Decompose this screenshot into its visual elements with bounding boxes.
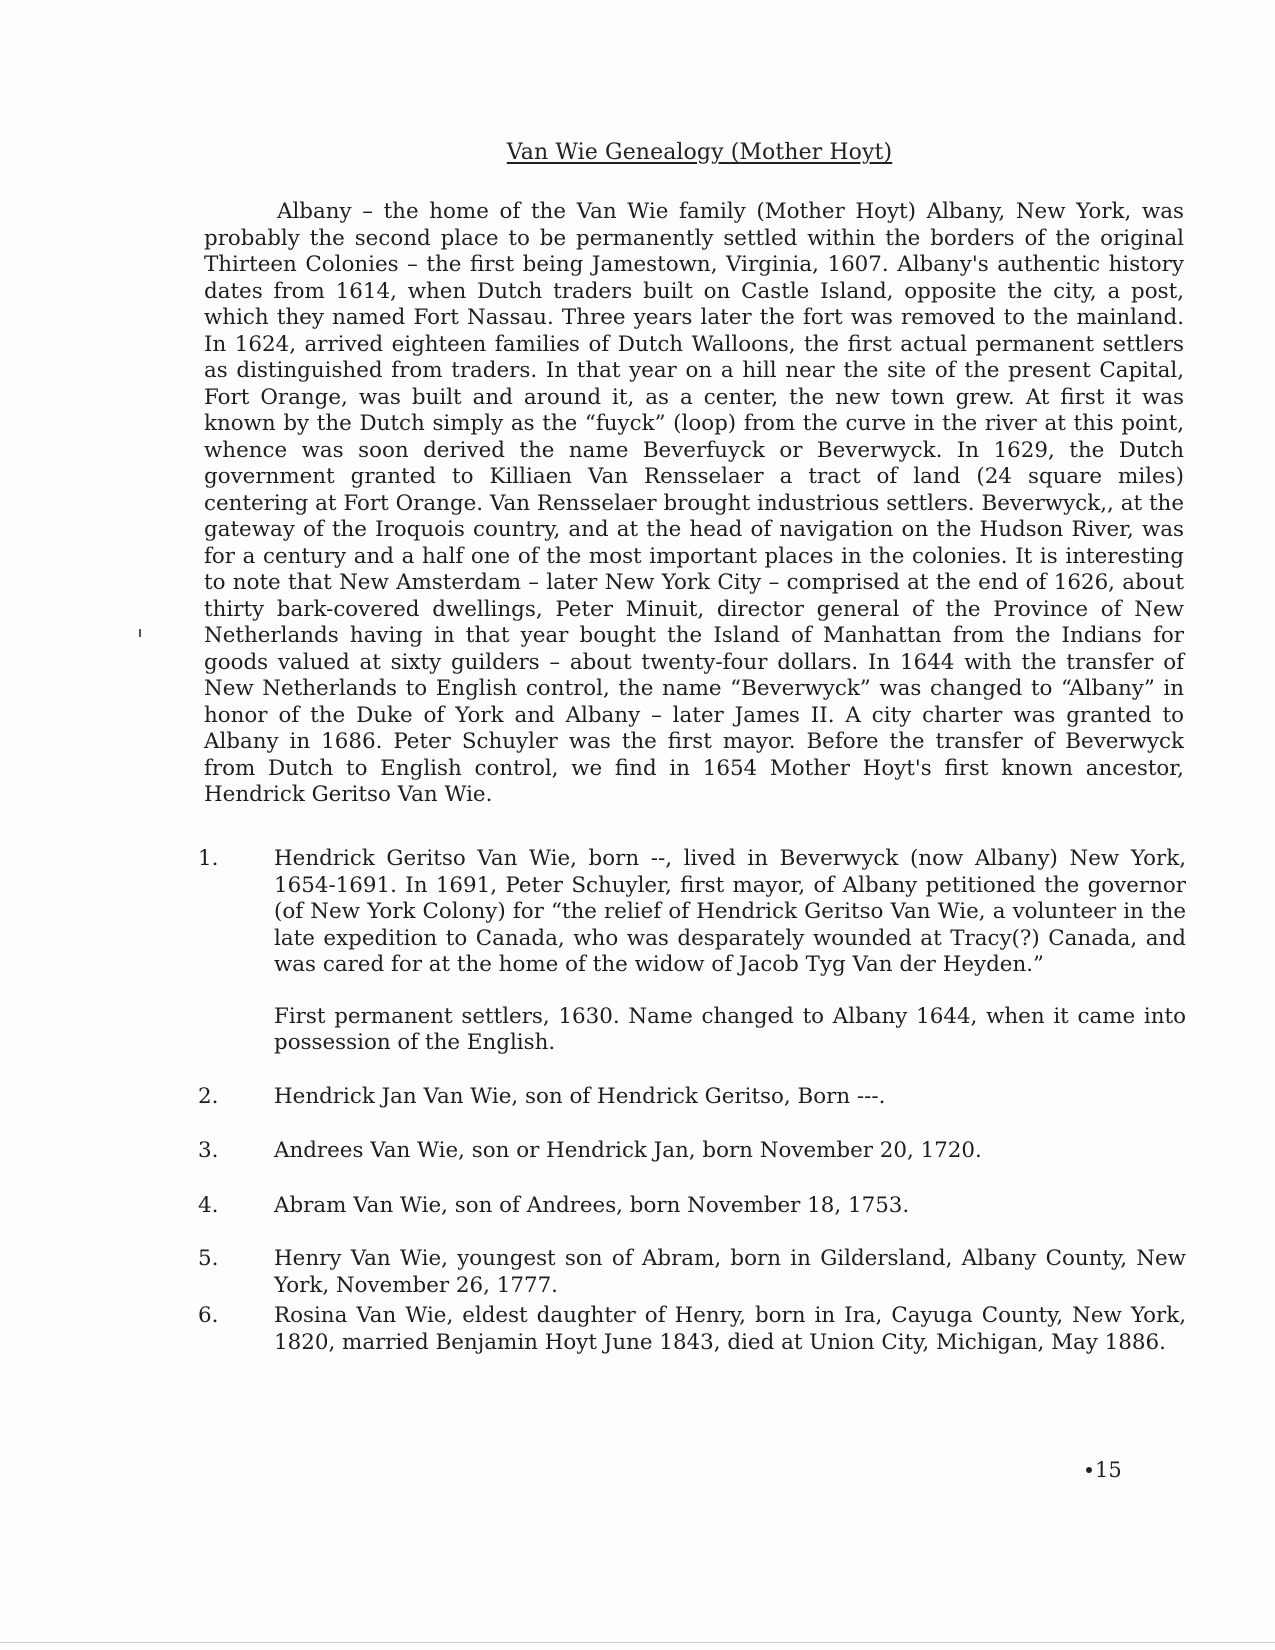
list-item [198,1084,1186,1111]
list-item-text: Abram Van Wie, son of Andrees, born November 18, 1753. [274,1192,910,1218]
list-item-body [274,846,1186,1057]
list-item-number: 6. [198,1303,219,1328]
intro-paragraph: Albany – the home of the Van Wie family (Mother Hoyt) Albany, New York, was probably the second place to be permanently settled within the borders of the original Thirteen Colonies – the first being Jamestown, Virginia, 1607. Albany's authentic history dates from 1614, when Dutch traders built on Castle Island, opposite the city, a post, which they named Fort Nassau. Three years later the fort was removed to the mainland. In 1624, arrived eighteen families of Dutch Walloons, the first actual permanent settlers as distinguished from traders. In that year on a hill near the site of the present Capital, Fort Orange, was built and around it, as a center, the new town grew. At first it was known by the Dutch simply as the “fuyck” (loop) from the curve in the river at this point, whence was soon derived the name Beverfuyck or Beverwyck. In 1629, the Dutch government granted to Killiaen Van Rensselaer a tract of land (24 square miles) centering at Fort Orange. Van Rensselaer brought industrious settlers. Beverwyck,, at the gateway of the Iroquois country, and at the head of navigation on the Hudson River, was for a century and a half one of the most important places in the colonies. It is interesting to note that New Amsterdam – later New York City – comprised at the end of 1626, about thirty bark-covered dwellings, Peter Minuit, director general of the Province of New Netherlands having in that year bought the Island of Manhattan from the Indians for goods valued at sixty guilders – about twenty-four dollars. In 1644 with the transfer of New Netherlands to English control, the name “Beverwyck” was changed to “Albany” in honor of the Duke of York and Albany – later James II. A city charter was granted to Albany in 1686. Peter Schuyler was the first mayor. Before the transfer of Beverwyck from Dutch to English control, we find in 1654 Mother Hoyt's first known ancestor, Hendrick Geritso Van Wie. [204,199,1184,807]
list-item [198,1193,1186,1220]
list-item-number: 3. [198,1138,219,1163]
list-item [198,1138,1186,1165]
list-item-body [274,1303,1186,1356]
ancestor-list [198,846,1186,1356]
list-item-note: First permanent settlers, 1630. Name changed to Albany 1644, when it came into possession of the English. [274,1003,1186,1055]
document-title: Van Wie Genealogy (Mother Hoyt) [506,140,893,165]
list-item-body [274,1138,1186,1165]
list-item-text: Henry Van Wie, youngest son of Abram, born in Gildersland, Albany County, New York, November 26, 1777. [274,1246,1186,1298]
list-item [198,1246,1186,1299]
list-item-body [274,1084,1186,1111]
list-item-number: 2. [198,1083,219,1109]
page-number-text: 15 [1095,1458,1122,1482]
list-item-text: Rosina Van Wie, eldest daughter of Henry, born in Ira, Cayuga County, New York, 1820, married Benjamin Hoyt June 1843, died at Union City, Michigan, May 1886. [274,1303,1186,1355]
list-item-body [274,1246,1186,1299]
list-item-number: 5. [198,1246,219,1271]
page-number [1086,1458,1122,1482]
list-item [198,1303,1186,1356]
list-item-text: Hendrick Jan Van Wie, son of Hendrick Geritso, Born ---. [274,1083,886,1109]
list-item [198,846,1186,1057]
scan-speck-decoration [139,629,141,637]
list-item-text: Andrees Van Wie, son or Hendrick Jan, born November 20, 1720. [274,1138,982,1163]
list-item-number: 4. [198,1192,219,1218]
list-item-number: 1. [198,846,219,871]
list-item-text: Hendrick Geritso Van Wie, born --, lived in Beverwyck (now Albany) New York, 1654-1691. In 1691, Peter Schuyler, first mayor, of Albany petitioned the governor (of New York Colony) for “the relief of Hendrick Geritso Van Wie, a volunteer in the late expedition to Canada, who was desparately wounded at Tracy(?) Canada, and was cared for at the home of the widow of Jacob Tyg Van der Heyden.” [274,846,1186,977]
bullet-icon [1086,1467,1092,1473]
scan-edge-line [0,1642,1275,1643]
list-item-body [274,1193,1186,1220]
